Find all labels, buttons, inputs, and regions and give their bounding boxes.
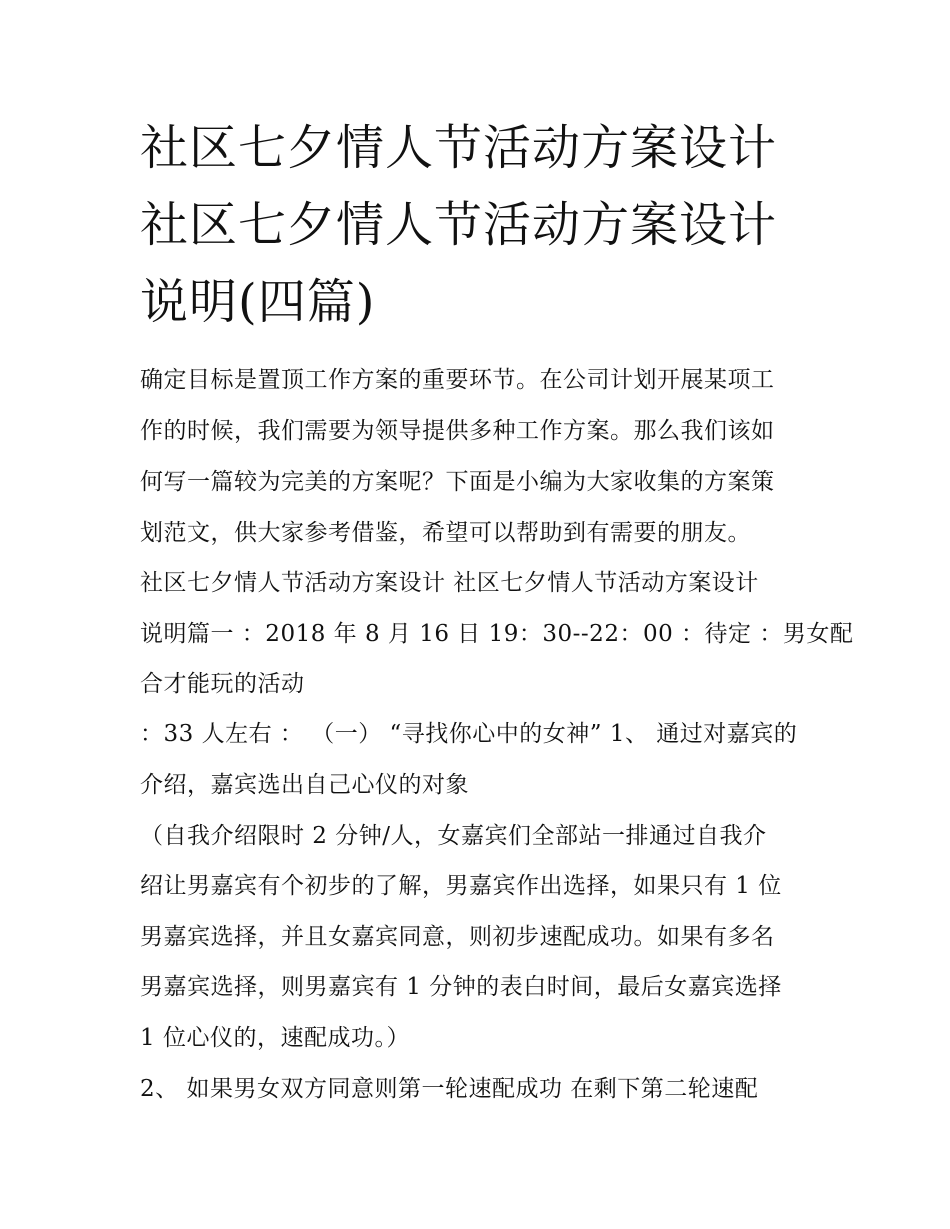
paragraph-line: （自我介绍限时 2 分钟/人，女嘉宾们全部站一排通过自我介 [140,823,767,849]
paragraph-line: 作的时候，我们需要为领导提供多种工作方案。那么我们该如 [140,418,775,444]
paragraph-line: 绍让男嘉宾有个初步的了解，男嘉宾作出选择，如果只有 1 位 [140,873,782,899]
document-title-line-3: 说明(四篇) [140,274,376,330]
document-title-line-1: 社区七夕情人节活动方案设计 [140,120,778,176]
paragraph-line: ：33 人左右 ： （一） “寻找你心中的女神” 1、 通过对嘉宾的 [140,721,798,747]
paragraph-line: 社区七夕情人节活动方案设计 社区七夕情人节活动方案设计 [140,570,759,596]
paragraph-line: 划范文，供大家参考借鉴，希望可以帮助到有需要的朋友。 [140,520,751,546]
paragraph-line: 何写一篇较为完美的方案呢？下面是小编为大家收集的方案策 [140,469,775,495]
paragraph-line: 说明篇一 ：2018 年 8 月 16 日 19：30--22：00 ：待定 ：男女配 [140,621,854,647]
paragraph-line: 介绍，嘉宾选出自己心仪的对象 [140,772,469,798]
paragraph-line: 确定目标是置顶工作方案的重要环节。在公司计划开展某项工 [140,367,775,393]
document-title-line-2: 社区七夕情人节活动方案设计 [140,197,778,253]
paragraph-line: 男嘉宾选择，并且女嘉宾同意，则初步速配成功。如果有多名 [140,924,775,950]
paragraph-line: 男嘉宾选择，则男嘉宾有 1 分钟的表白时间，最后女嘉宾选择 [140,974,782,1000]
paragraph-line: 1 位心仪的，速配成功。） [140,1025,410,1051]
paragraph-line: 合才能玩的活动 [140,671,305,697]
paragraph-line: 2、 如果男女双方同意则第一轮速配成功 在剩下第二轮速配 [140,1076,759,1102]
